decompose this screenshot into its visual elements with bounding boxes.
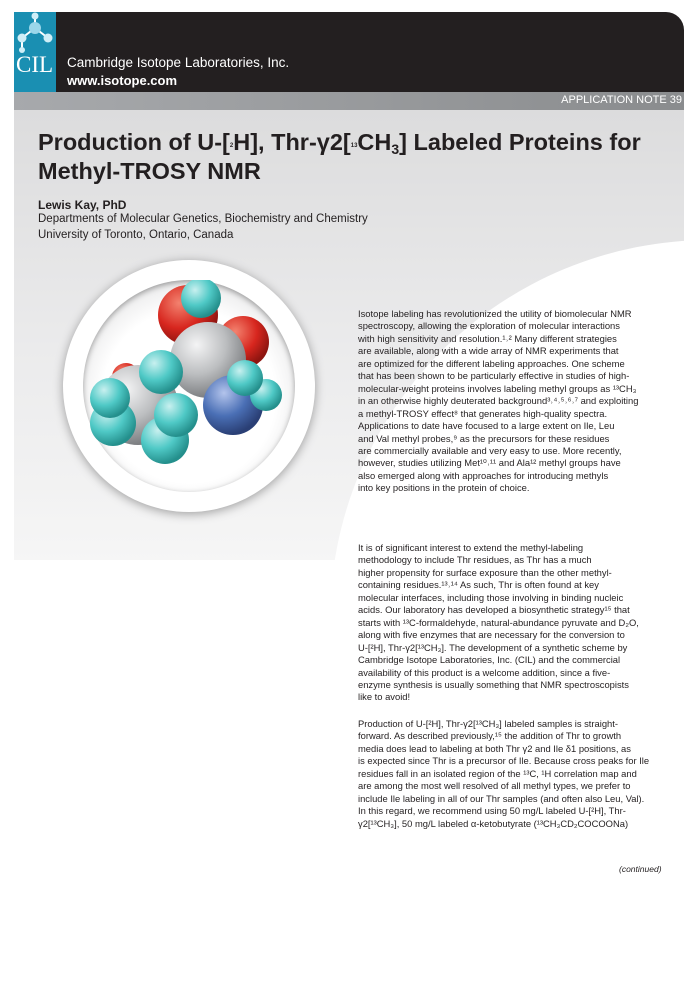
author-department: Departments of Molecular Genetics, Biochemistry and Chemistry bbox=[38, 213, 368, 225]
text-line: in an otherwise highly deuterated background³˒⁴˒⁵˒⁶˒⁷ and exploiting bbox=[358, 395, 639, 407]
company-name: Cambridge Isotope Laboratories, Inc. bbox=[67, 55, 290, 70]
text-line: availability of this product is a welcome addition, since a five- bbox=[358, 666, 611, 678]
text-line: spectroscopy, allowing the exploration of molecular interactions bbox=[358, 320, 620, 332]
text-line: molecular interfaces, including those involving in binding nucleic bbox=[358, 591, 624, 603]
text-line: γ2[¹³CH₃], 50 mg/L labeled α-ketobutyrate (¹³CH₃CD₂COCOONa) bbox=[358, 817, 629, 829]
paragraph-intro bbox=[358, 308, 660, 495]
text-line: It is of significant interest to extend the methyl-labeling bbox=[358, 542, 584, 553]
page-title: Production of U-[$^2$H], Thr-$\gamma 2[^{13}CH_3]$ Labeled Proteins for Methyl-TROSY NMR bbox=[38, 129, 641, 184]
application-note-label: APPLICATION NOTE 39 bbox=[561, 94, 682, 106]
website-link[interactable]: www.isotope.com bbox=[67, 73, 178, 88]
text-line: with high sensitivity and resolution.¹˒² Many different strategies bbox=[358, 332, 617, 344]
text-line: acids. Our laboratory has developed a biosynthetic strategy¹⁵ that bbox=[358, 604, 630, 616]
logo-molecule-icon bbox=[14, 12, 56, 56]
paragraph-threonine bbox=[358, 542, 660, 704]
author-name: Lewis Kay, PhD bbox=[38, 198, 127, 212]
text-line: are optimized for the different labeling approaches. One scheme bbox=[358, 357, 625, 369]
text-line: is expected since Thr is a precursor of Ile. Because cross peaks for Ile bbox=[358, 755, 650, 767]
text-line: a methyl-TROSY effect⁸ that generates high-quality spectra. bbox=[358, 407, 608, 419]
text-line: are commercially available and very easy to use. More recently, bbox=[358, 444, 622, 456]
text-line: media does lead to labeling at both Thr γ2 and Ile δ1 positions, as bbox=[358, 742, 631, 754]
author-university: University of Toronto, Ontario, Canada bbox=[38, 229, 234, 241]
text-line: methodology to include Thr residues, as Thr has a much bbox=[358, 554, 592, 566]
text-line: Isotope labeling has revolutionized the utility of biomolecular NMR bbox=[358, 308, 632, 319]
text-line: U-[²H], Thr-γ2[¹³CH₃]. The development of a synthetic scheme by bbox=[358, 641, 628, 653]
text-line: Cambridge Isotope Laboratories, Inc. (CIL) and the commercial bbox=[358, 654, 621, 666]
text-line: into key positions in the protein of choice. bbox=[358, 482, 530, 494]
text-line: higher propensity for surface exposure than the other methyl- bbox=[358, 566, 612, 578]
text-line: that has been shown to be particularly effective in studies of high- bbox=[358, 370, 630, 382]
text-line: forward. As described previously,¹⁵ the addition of Thr to growth bbox=[358, 730, 622, 742]
text-line: residues fall in an isolated region of the ¹³C, ¹H correlation map and bbox=[358, 767, 637, 779]
text-line: molecular-weight proteins involves labeling methyl groups as ¹³CH₃ bbox=[358, 382, 637, 394]
text-line: Applications to date have focused to a large extent on Ile, Leu bbox=[358, 420, 615, 432]
text-line: enzyme synthesis is usually something that NMR spectroscopists bbox=[358, 678, 629, 690]
logo-text: CIL bbox=[16, 52, 54, 77]
text-line: starts with ¹³C-formaldehyde, natural-abundance pyruvate and D₂O, bbox=[358, 616, 639, 628]
text-line: also emerged along with approaches for introducing methyls bbox=[358, 469, 609, 481]
continued-label: (continued) bbox=[619, 864, 662, 874]
text-line: along with five enzymes that are necessary for the conversion to bbox=[358, 629, 625, 641]
text-line: and Val methyl probes,⁹ as the precursors for these residues bbox=[358, 432, 610, 444]
text-line: like to avoid! bbox=[358, 691, 411, 703]
threonine-molecule-image bbox=[83, 280, 295, 492]
text-line: include Ile labeling in all of our Thr samples (and often also Leu, Val). bbox=[358, 792, 645, 804]
text-line: are among the most well resolved of all methyl types, we prefer to bbox=[358, 780, 631, 792]
text-line: are available, along with a wide array of NMR experiments that bbox=[358, 345, 619, 357]
text-line: containing residues.¹³˒¹⁴ As such, Thr is often found at key bbox=[358, 579, 599, 591]
text-line: however, studies utilizing Met¹⁰˒¹¹ and Ala¹² methyl groups have bbox=[358, 457, 621, 469]
text-line: In this regard, we recommend using 50 mg/L labeled U-[²H], Thr- bbox=[358, 805, 626, 817]
text-line: Production of U-[²H], Thr-γ2[¹³CH₃] labeled samples is straight- bbox=[358, 718, 618, 729]
paragraph-production bbox=[358, 718, 660, 830]
